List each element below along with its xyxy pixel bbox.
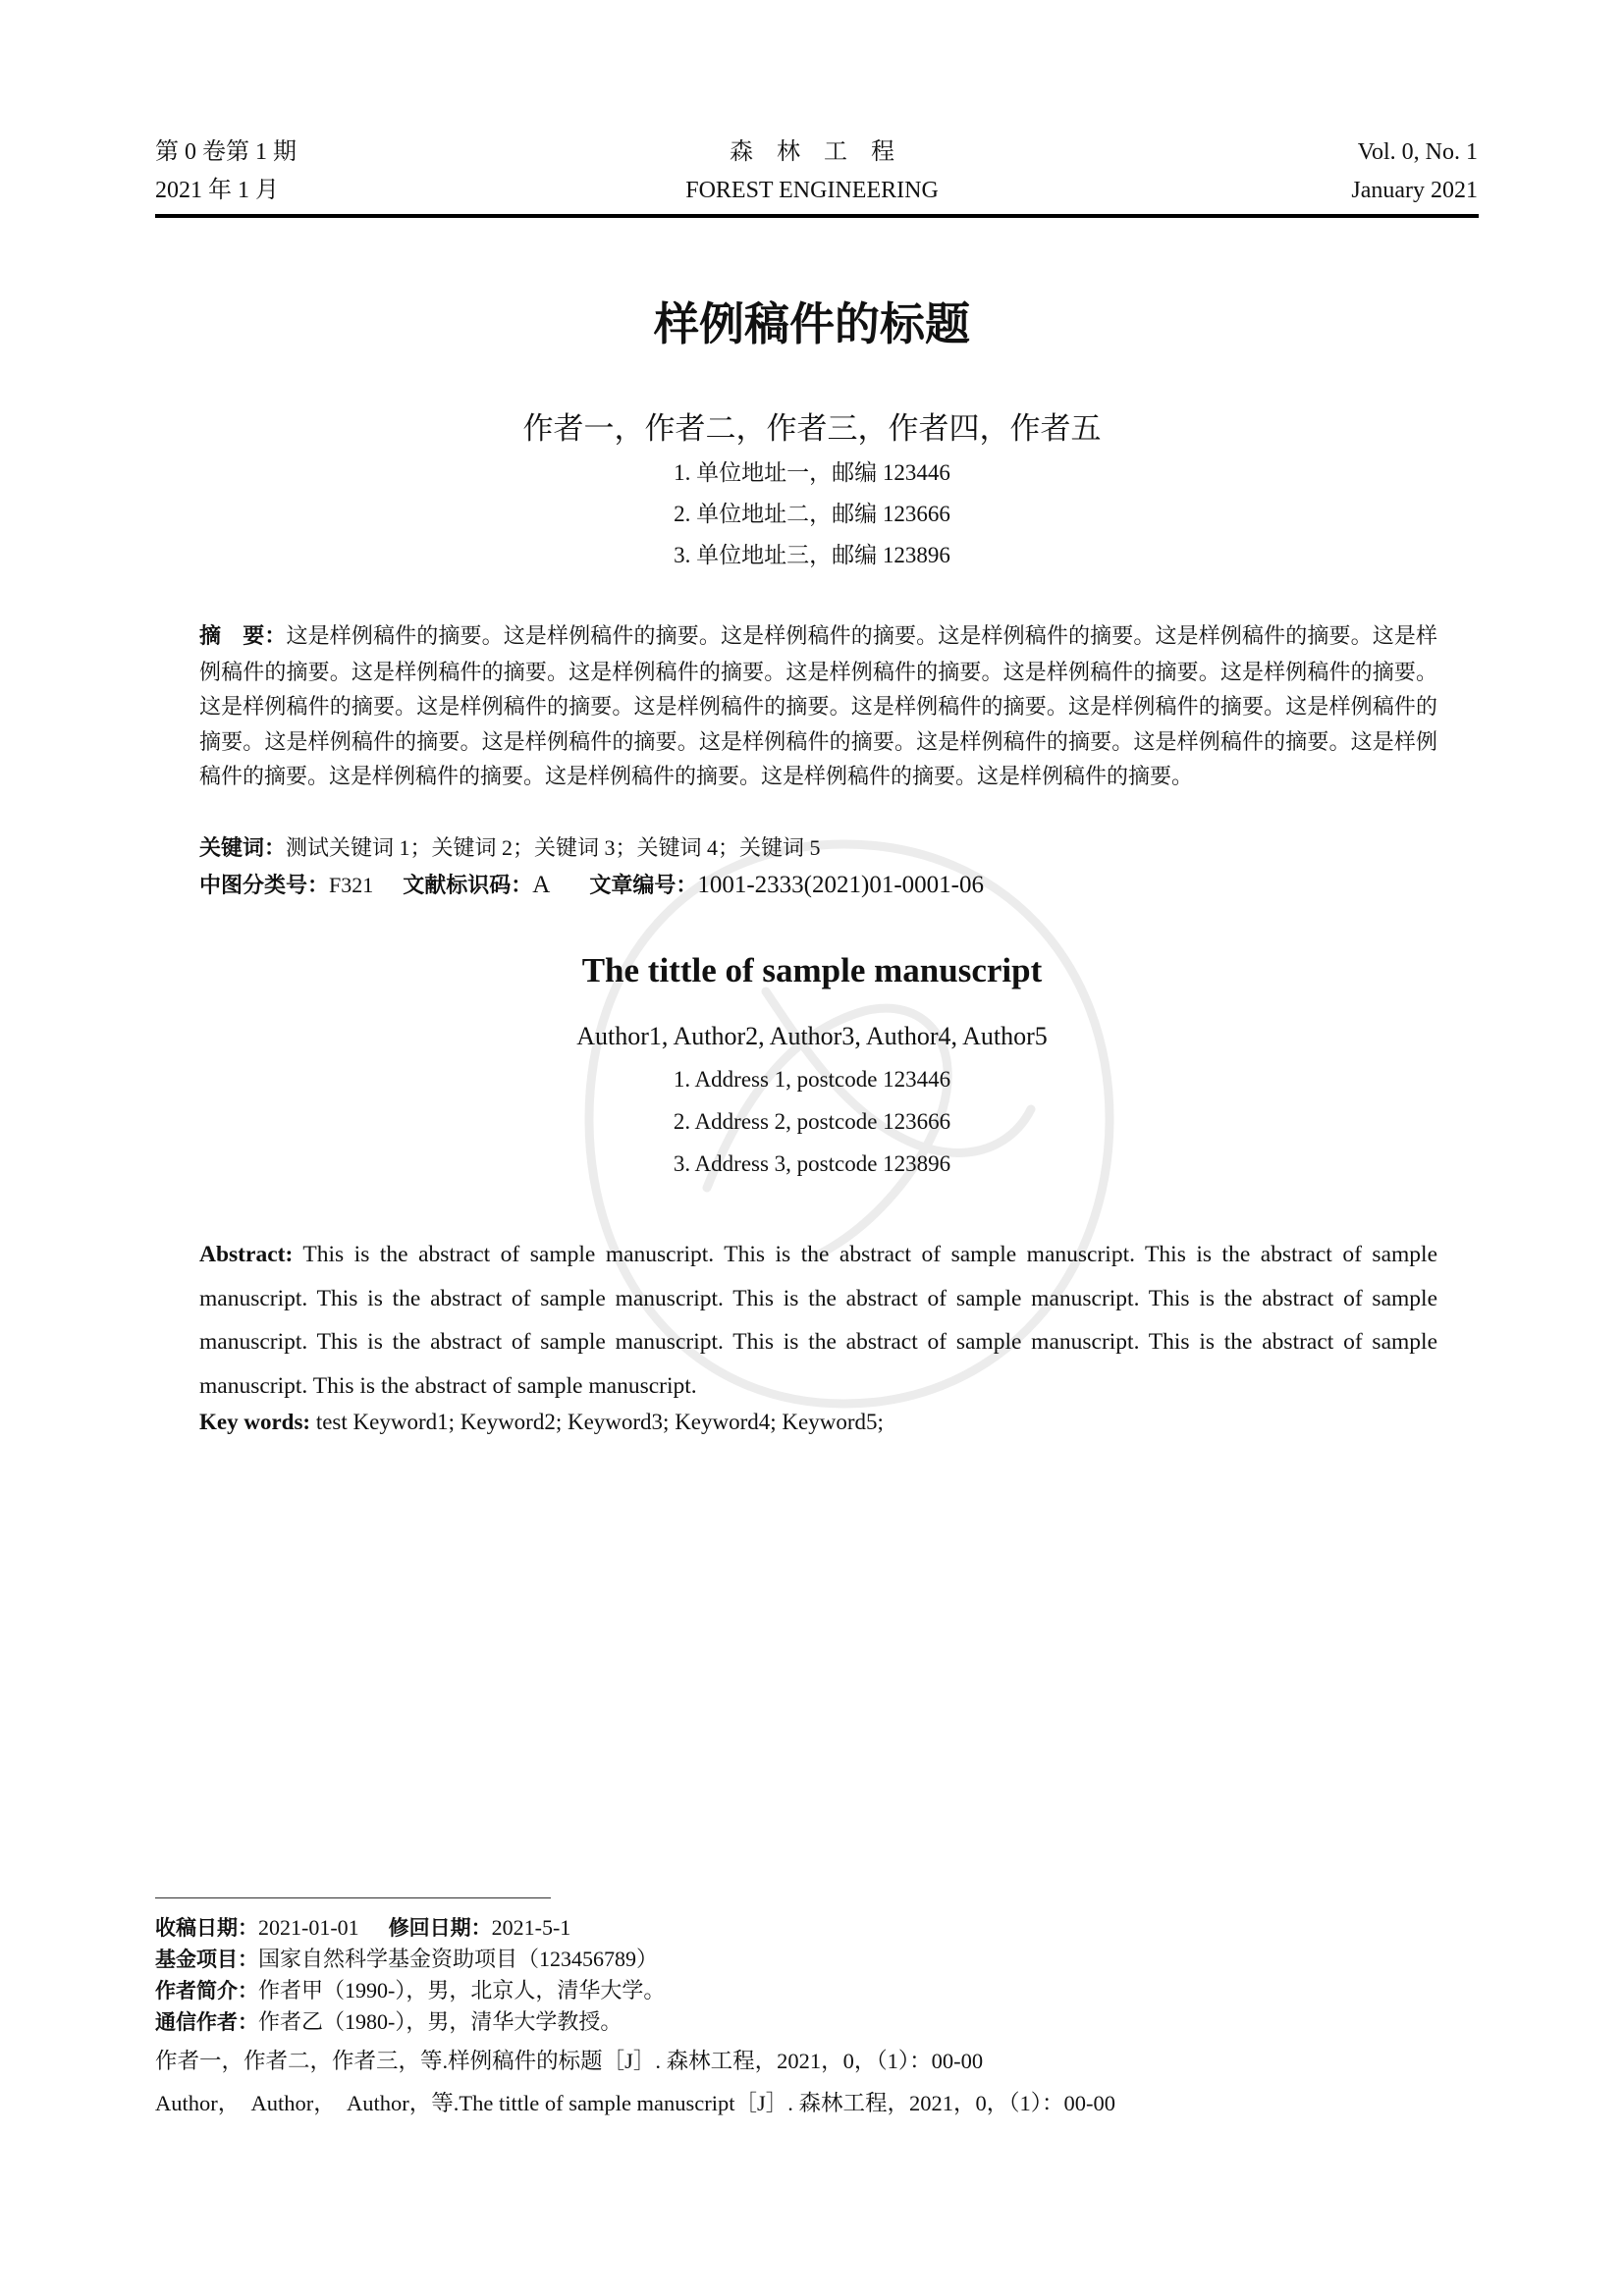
issue-date-cn: 2021 年 1 月 [155,178,279,203]
abstract-cn-text: 这是样例稿件的摘要。这是样例稿件的摘要。这是样例稿件的摘要。这是样例稿件的摘要。这是样例稿件的摘要。这是样例稿件的摘要。这是样例稿件的摘要。这是样例稿件的摘要。这是样例稿件的摘要。这是样例稿件的摘要。这是样例稿件的摘要。这是样例稿件的摘要。这是样例稿件的摘要。这是样例稿件的摘要。这是样例稿件的摘要。这是样例稿件的摘要。这是样例稿件的摘要。这是样例稿件的摘要。这是样例稿件的摘要。这是样例稿件的摘要。这是样例稿件的摘要。这是样例稿件的摘要。这是样例稿件的摘要。这是样例稿件的摘要。这是样例稿件的摘要。这是样例稿件的摘要。这是样例稿件的摘要。 [199,623,1437,789]
footnote-author-bio [155,1977,665,2004]
abstract-en [199,1233,1437,1408]
keywords-cn [199,833,821,864]
affiliation-cn-3: 3. 单位地址三，邮编 123896 [674,543,950,567]
corresponding-value: 作者乙（1980-），男，清华大学教授。 [258,2009,623,2034]
affiliation-cn-2: 2. 单位地址二，邮编 123666 [674,502,950,526]
doc-code-label: 文献标识码： [403,874,533,898]
footnote-dates [155,1914,570,1942]
revised-label: 修回日期： [388,1916,492,1940]
footnote-fund [155,1946,658,1973]
author-bio-label: 作者简介： [155,1979,258,2002]
corresponding-label: 通信作者： [155,2010,258,2034]
abstract-en-label: Abstract: [199,1242,294,1267]
author-bio-value: 作者甲（1990-），男，北京人，清华大学。 [258,1978,666,2002]
footnote-rule [155,1897,551,1898]
authors-cn: 作者一，作者二，作者三，作者四，作者五 [522,411,1102,446]
article-no-value: 1001-2333(2021)01-0001-06 [697,872,984,898]
affiliation-en-2: 2. Address 2, postcode 123666 [673,1109,951,1134]
abstract-cn-label: 摘 要： [199,624,287,649]
citation-cn: 作者一，作者二，作者三，等.样例稿件的标题［J］. 森林工程，2021，0，（1）：00-00 [155,2049,984,2073]
paper-title-en: The tittle of sample manuscript [581,951,1043,989]
doc-code-value: A [532,872,551,898]
affiliation-en-3: 3. Address 3, postcode 123896 [673,1151,951,1176]
article-no-label: 文章编号： [589,874,698,898]
abstract-en-text: This is the abstract of sample manuscript. This is the abstract of sample manuscript. This is the abstract of sample manuscript. This is the abstract of sample manuscript. This is the abstract of sample manuscript. This is the abstract of sample manuscript. This is the abstract of sample manuscript. This is the abstract of sample manuscript. This is the abstract of sample manuscript. This is the abstract of sample manuscript. [199,1242,1438,1399]
paper-title-cn: 样例稿件的标题 [654,297,970,350]
journal-name-cn: 森 林 工 程 [730,139,894,165]
authors-en: Author1, Author2, Author3, Author4, Author5 [576,1022,1048,1050]
fund-value: 国家自然科学基金资助项目（123456789） [258,1947,659,1971]
keywords-en [199,1408,884,1437]
received-value: 2021-01-01 [258,1915,359,1940]
issue-number-cn: 第 0 卷第 1 期 [155,139,297,165]
header-rule [155,214,1479,218]
abstract-cn [199,618,1437,794]
citation-en: Author， Author， Author，等.The tittle of sample manuscript［J］. 森林工程，2021，0，（1）：00-00 [155,2091,1116,2115]
revised-value: 2021-5-1 [491,1915,571,1940]
footnote-corresponding [155,2008,622,2036]
issue-date-en: January 2021 [1351,178,1478,203]
keywords-cn-label: 关键词： [199,836,287,861]
clc-value: F321 [329,873,374,897]
affiliation-en-1: 1. Address 1, postcode 123446 [673,1067,951,1092]
affiliation-cn-1: 1. 单位地址一，邮编 123446 [674,460,950,485]
keywords-cn-text: 测试关键词 1；关键词 2；关键词 3；关键词 4；关键词 5 [286,835,821,860]
fund-label: 基金项目： [155,1948,258,1971]
classification-line [199,871,984,901]
journal-name-en: FOREST ENGINEERING [685,178,939,203]
keywords-en-label: Key words: [199,1410,311,1434]
clc-label: 中图分类号： [199,874,330,898]
received-label: 收稿日期： [155,1916,258,1940]
volume-en: Vol. 0, No. 1 [1357,139,1478,165]
keywords-en-text: test Keyword1; Keyword2; Keyword3; Keyword4; Keyword5; [315,1410,884,1434]
